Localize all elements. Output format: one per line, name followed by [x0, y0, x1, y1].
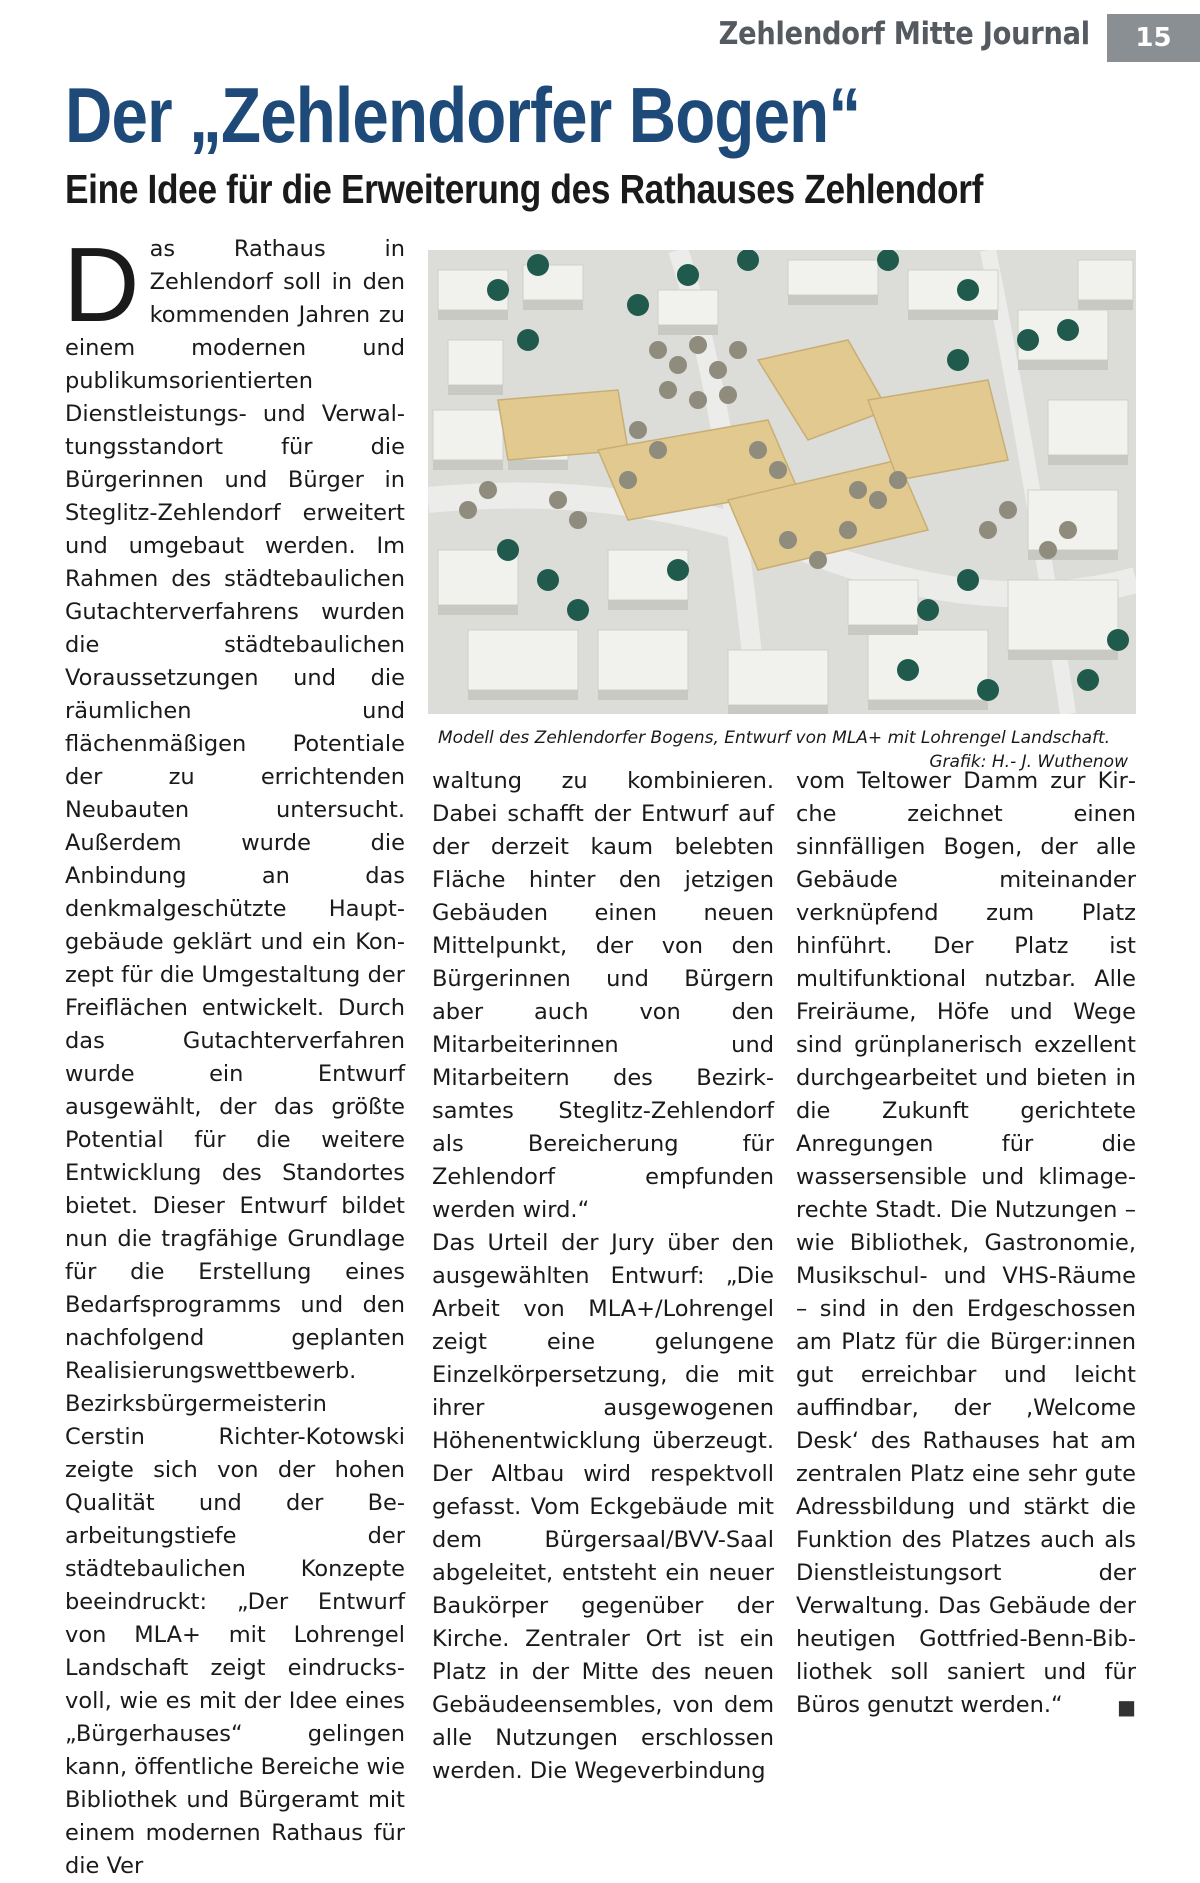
tree-grey — [549, 491, 567, 509]
tree-grey — [869, 491, 887, 509]
existing-building — [868, 630, 988, 700]
tree-grey — [669, 356, 687, 374]
tree-dark — [957, 279, 979, 301]
tree-dark — [1107, 629, 1129, 651]
tree-grey — [849, 481, 867, 499]
tree-grey — [749, 441, 767, 459]
tree-grey — [999, 501, 1017, 519]
existing-building-shadow — [598, 690, 688, 700]
tree-dark — [487, 279, 509, 301]
paragraph-text: vom Teltower Damm zur Kirche zeichnet einen sinnfälligen Bogen, der alle Gebäude miteinander verknüpfend zum Platz hinführt. Der Platz ist multifunktional nutzbar. Alle Freiräume, Höfe und Wege sind grünplanerisch exzellent durchgearbeitet und bieten in die Zukunft gerichtete Anregungen für die wassersensible und klimagerechte Stadt. Die Nutzungen – wie Bibliothek, Gastronomie, Musikschul- und VHS-Räume – sind in den Erdgeschossen am Platz für die Bürger:innen gut erreichbar und leicht auffindbar, der ‚Welcome Desk‘ des Rathauses hat am zentralen Platz eine sehr gute Adressbildung und stärkt die Funktion des Platzes auch als Dienstleistungsort der Verwaltung. Das Gebäude der heutigen Gottfried-Benn-Bibliothek soll saniert und für Büros genutzt werden.“ — [796, 768, 1136, 1718]
existing-building — [433, 410, 503, 460]
tree-dark — [947, 349, 969, 371]
tree-dark — [957, 569, 979, 591]
article-column-1 — [63, 226, 405, 1883]
tree-dark — [517, 329, 539, 351]
tree-grey — [779, 531, 797, 549]
end-of-article-mark: ■ — [1117, 1695, 1136, 1719]
page-header — [0, 14, 1200, 62]
tree-grey — [839, 521, 857, 539]
existing-building-shadow — [508, 460, 568, 470]
tree-dark — [1057, 319, 1079, 341]
tree-grey — [689, 391, 707, 409]
existing-building-shadow — [1078, 300, 1133, 310]
tree-grey — [889, 471, 907, 489]
tree-grey — [459, 501, 477, 519]
existing-building-shadow — [1018, 360, 1108, 370]
existing-building-shadow — [468, 690, 578, 700]
tree-dark — [527, 254, 549, 276]
existing-building-shadow — [868, 700, 988, 710]
dropcap: D — [63, 226, 140, 344]
tree-grey — [479, 481, 497, 499]
model-illustration — [428, 250, 1136, 714]
tree-dark — [497, 539, 519, 561]
tree-dark — [677, 264, 699, 286]
existing-building-shadow — [848, 625, 918, 635]
tree-grey — [659, 381, 677, 399]
tree-grey — [979, 521, 997, 539]
existing-building-shadow — [433, 460, 503, 470]
tree-grey — [649, 341, 667, 359]
tree-grey — [569, 511, 587, 529]
tree-dark — [1017, 329, 1039, 351]
existing-building-shadow — [908, 310, 998, 320]
paragraph: Das Urteil der Jury über den ausgewählten Entwurf: „Die Arbeit von MLA+/Lohrengel zeigt eine gelungene Einzelkörpersetzung, die mit ihrer ausgewogenen Höhenentwicklung überzeugt. Der Altbau wird respektvoll gefasst. Vom Eckgebäude mit dem Bürgersaal/BVV-Saal abgeleitet, entsteht ein neuer Baukörper gegenüber der Kirche. Zentraler Ort ist ein Platz in der Mitte des neuen Gebäudeensembles, von dem alle Nutzungen erschlossen werden. Die Wegeverbindung — [432, 1230, 774, 1784]
paragraph — [796, 765, 1136, 1722]
tree-dark — [567, 599, 589, 621]
architecture-model-photo — [428, 250, 1136, 714]
existing-building — [728, 650, 828, 705]
page-number: 15 — [1107, 14, 1200, 62]
tree-grey — [619, 471, 637, 489]
tree-dark — [537, 569, 559, 591]
paragraph-text: as Rathaus in Zehlendorf soll in den kommenden Jahren zu einem modernen und publikumsorientierten Dienstleistungs- und Verwaltungsstandort für die Bürgerinnen und Bürger in Steglitz-Zehlendorf erweitert und umgebaut werden. Im Rahmen des städtebaulichen Gutachterverfahrens wurden die städtebaulichen Voraussetzungen und die räumlichen und flächenmäßigen Potentiale der zu errichtenden Neubauten untersucht. Außerdem wurde die Anbindung an das denkmalgeschützte Hauptgebäude geklärt und ein Konzept für die Umgestaltung der Freiflächen entwickelt. Durch das Gutachterverfahren wurde ein Entwurf ausgewählt, der das größte Potential für die weitere Entwicklung des Standortes bietet. Dieser Entwurf bildet nun die tragfähige Grundlage für die Erstellung eines Bedarfsprogramms und den nachfolgend geplanten Realisierungswettbewerb. — [65, 236, 405, 1384]
existing-building-shadow — [438, 310, 508, 320]
tree-grey — [709, 361, 727, 379]
existing-building — [1078, 260, 1133, 300]
paragraph: waltung zu kombinieren. Dabei schafft der Entwurf auf der derzeit kaum belebten Fläche hinter den jetzigen Gebäuden einen neuen Mittelpunkt, der von den Bürgerinnen und Bürgern aber auch von den Mitarbeiterinnen und Mitarbeitern des Bezirksamtes Steglitz-Zehlendorf als Bereicherung für Zehlendorf empfunden werden wird.“ — [432, 768, 774, 1223]
existing-building — [1048, 400, 1128, 455]
existing-building — [598, 630, 688, 690]
caption-text: Modell des Zehlendorfer Bogens, Entwurf von MLA+ mit Lohrengel Landschaft. — [438, 728, 1111, 748]
existing-building — [1008, 580, 1118, 650]
tree-dark — [977, 679, 999, 701]
existing-building — [658, 290, 718, 325]
photo-credit: Grafik: H.- J. Wuthenow — [929, 752, 1128, 772]
tree-grey — [809, 551, 827, 569]
tree-dark — [627, 294, 649, 316]
existing-building-shadow — [523, 300, 583, 310]
tree-grey — [689, 336, 707, 354]
tree-grey — [719, 386, 737, 404]
tree-dark — [1077, 669, 1099, 691]
existing-building-shadow — [788, 295, 878, 305]
tree-grey — [769, 461, 787, 479]
tree-dark — [897, 659, 919, 681]
existing-building-shadow — [728, 705, 828, 714]
article-column-2 — [432, 765, 774, 1788]
existing-building-shadow — [448, 385, 503, 395]
existing-building — [848, 580, 918, 625]
tree-grey — [629, 421, 647, 439]
existing-building — [448, 340, 503, 385]
tree-grey — [1039, 541, 1057, 559]
article-column-3 — [796, 765, 1136, 1724]
tree-dark — [877, 250, 899, 271]
headline: Der „Zehlendorfer Bogen“ — [65, 71, 861, 159]
subheadline: Eine Idee für die Erweiterung des Rathauses Zehlendorf — [65, 166, 983, 212]
existing-building-shadow — [438, 605, 518, 615]
existing-building — [468, 630, 578, 690]
paragraph: Bezirksbürgermeisterin Cerstin Richter-Kotowski zeigte sich von der hohen Qualität und der Bearbeitungstiefe der städtebaulichen Konzepte beeindruckt: „Der Entwurf von MLA+ mit Lohrengel Landschaft zeigt eindrucksvoll, wie es mit der Idee eines „Bürgerhauses“ gelingen kann, öffentliche Bereiche wie Bibliothek und Bürgeramt mit einem modernen Rathaus für die Ver — [65, 1391, 405, 1879]
journal-title: Zehlendorf Mitte Journal — [718, 16, 1090, 52]
tree-dark — [737, 250, 759, 271]
existing-building — [788, 260, 878, 295]
existing-building — [1028, 490, 1118, 550]
existing-building-shadow — [608, 600, 688, 610]
existing-building — [908, 270, 998, 310]
tree-dark — [667, 559, 689, 581]
existing-building-shadow — [658, 325, 718, 335]
paragraph — [63, 226, 405, 1388]
tree-grey — [729, 341, 747, 359]
existing-building-shadow — [1008, 650, 1118, 660]
tree-dark — [917, 599, 939, 621]
existing-building-shadow — [1048, 455, 1128, 465]
tree-grey — [649, 441, 667, 459]
tree-grey — [1059, 521, 1077, 539]
